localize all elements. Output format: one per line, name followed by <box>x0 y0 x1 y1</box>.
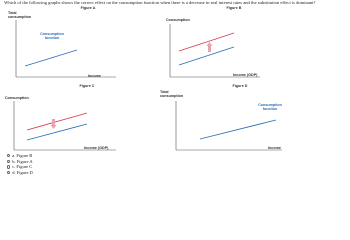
figure-a-curve-label: Consumption function <box>40 32 64 41</box>
radio-icon[interactable] <box>7 171 10 174</box>
option-b-label: b. Figure A <box>12 158 33 164</box>
radio-icon[interactable] <box>7 160 10 163</box>
question-text: Which of the following graphs shows the correct effect on the consumption function when there is a decrease in real interest rates and the substitution effect is dominant? <box>4 0 316 5</box>
figure-c-ylabel: Consumption <box>5 96 29 100</box>
radio-icon[interactable] <box>7 165 10 168</box>
figure-c-xlabel: Income (GDP) <box>84 146 109 150</box>
option-d-label: d. Figure D <box>12 170 33 176</box>
figure-b-ylabel: Consumption <box>166 18 190 22</box>
figure-d-consumption-line <box>200 120 276 139</box>
figure-a-xlabel: Income <box>88 74 101 78</box>
figure-d-xlabel: Income <box>268 146 281 150</box>
figure-d-curve-label: Consumption function <box>258 103 282 112</box>
answer-options <box>7 153 33 175</box>
option-c-label: c. Figure C <box>12 164 33 170</box>
figure-b-xlabel: Income (GDP) <box>233 73 258 77</box>
radio-icon[interactable] <box>7 154 10 157</box>
figure-d-title: Figure D <box>232 84 248 88</box>
option-d[interactable] <box>7 170 33 176</box>
figure-b-title: Figure B <box>226 6 242 10</box>
figure-a-title: Figure A <box>80 6 96 10</box>
figure-d-ylabel: Total consumption <box>160 90 184 99</box>
figure-c-title: Figure C <box>79 84 95 88</box>
figure-a-ylabel: Total consumption <box>8 11 32 20</box>
option-a-label: a. Figure B <box>12 153 33 159</box>
